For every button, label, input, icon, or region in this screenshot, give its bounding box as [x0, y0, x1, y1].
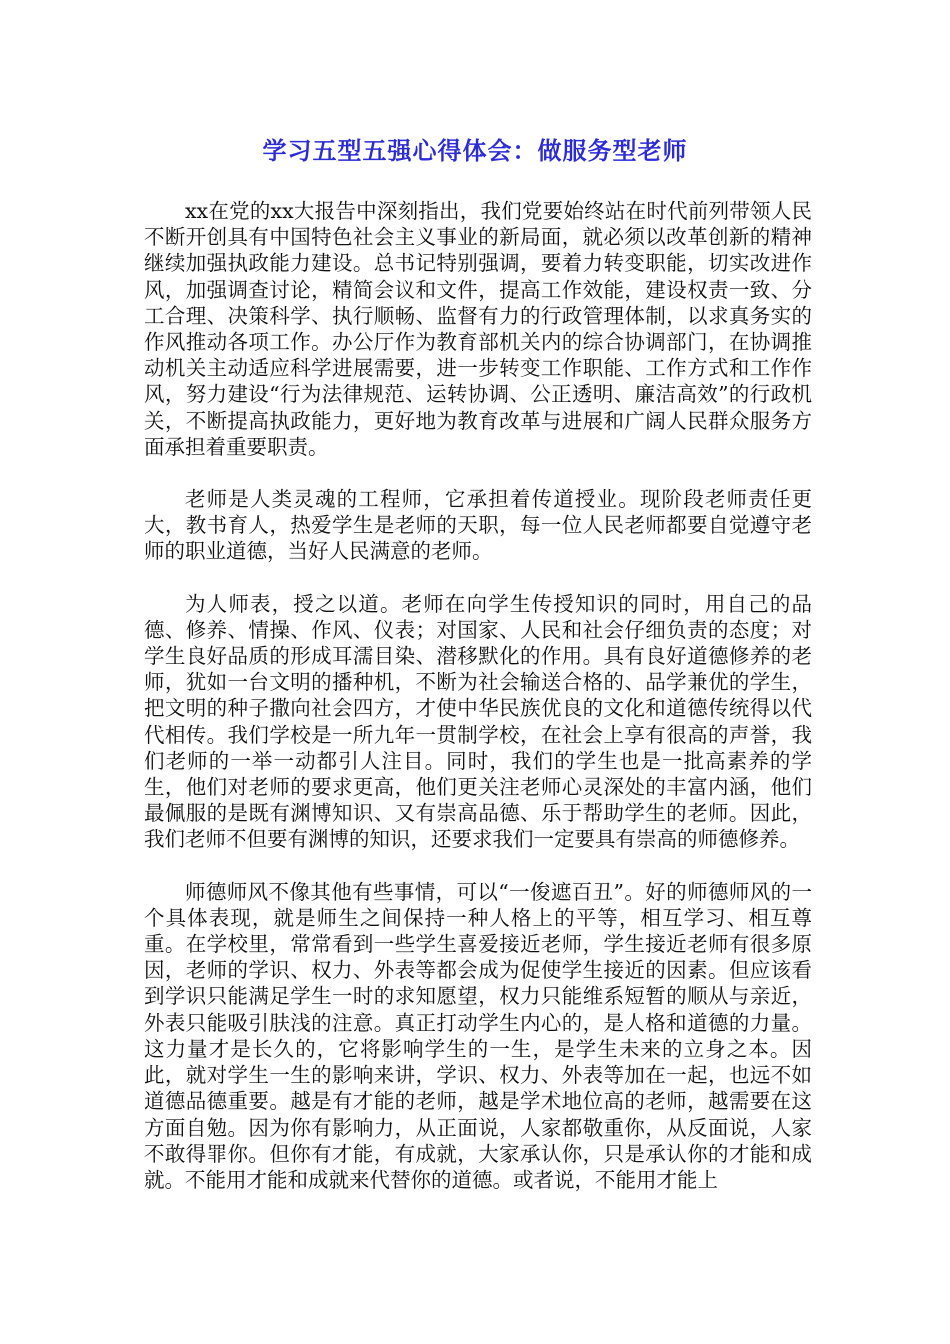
- paragraph-1: xx在党的xx大报告中深刻指出，我们党要始终站在时代前列带领人民不断开创具有中国特色社会主义事业的新局面，就必须以改革创新的精神继续加强执政能力建设。总书记特别强调，要着力转变职能，切实改进作风，加强调查讨论，精简会议和文件，提高工作效能，建设权责一致、分工合理、决策科学、执行顺畅、监督有力的行政管理体制，以求真务实的作风推动各项工作。办公厅作为教育部机关内的综合协调部门，在协调推动机关主动适应科学进展需要，进一步转变工作职能、工作方式和工作作风，努力建设“行为法律规范、运转协调、公正透明、廉洁高效”的行政机关，不断提高执政能力，更好地为教育改革与进展和广阔人民群众服务方面承担着重要职责。: [144, 199, 812, 459]
- paragraph-3: 为人师表，授之以道。老师在向学生传授知识的同时，用自己的品德、修养、情操、作风、仪表；对国家、人民和社会仔细负责的态度；对学生良好品质的形成耳濡目染、潜移默化的作用。具有良好道德修养的老师，犹如一台文明的播种机，不断为社会输送合格的、品学兼优的学生，把文明的种子撒向社会四方，才使中华民族优良的文化和道德传统得以代代相传。我们学校是一所九年一贯制学校，在社会上享有很高的声誉，我们老师的一举一动都引人注目。同时，我们的学生也是一批高素养的学生，他们对老师的要求更高，他们更关注老师心灵深处的丰富内涵，他们最佩服的是既有渊博知识、又有崇高品德、乐于帮助学生的老师。因此，我们老师不但要有渊博的知识，还要求我们一定要具有崇高的师德修养。: [144, 591, 812, 852]
- paragraph-4: 师德师风不像其他有些事情，可以“一俊遮百丑”。好的师德师风的一个具体表现，就是师生之间保持一种人格上的平等，相互学习、相互尊重。在学校里，常常看到一些学生喜爱接近老师，学生接近老师有很多原因，老师的学识、权力、外表等都会成为促使学生接近的因素。但应该看到学识只能满足学生一时的求知愿望，权力只能维系短暂的顺从与亲近，外表只能吸引肤浅的注意。真正打动学生内心的，是人格和道德的力量。这力量才是长久的，它将影响学生的一生，是学生未来的立身之本。因此，就对学生一生的影响来讲，学识、权力、外表等加在一起，也远不如道德品德重要。越是有才能的老师，越是学术地位高的老师，越需要在这方面自勉。因为你有影响力，从正面说，人家都敬重你，从反面说，人家不敢得罪你。但你有才能，有成就，大家承认你，只是承认你的才能和成就。不能用才能和成就来代替你的道德。或者说，不能用才能上: [144, 879, 812, 1192]
- document-title: 学习五型五强心得体会：做服务型老师: [262, 137, 688, 165]
- paragraph-2: 老师是人类灵魂的工程师，它承担着传道授业。现阶段老师责任更大，教书育人，热爱学生是老师的天职，每一位人民老师都要自觉遵守老师的职业道德，当好人民满意的老师。: [144, 487, 812, 564]
- document-body: [144, 198, 812, 1219]
